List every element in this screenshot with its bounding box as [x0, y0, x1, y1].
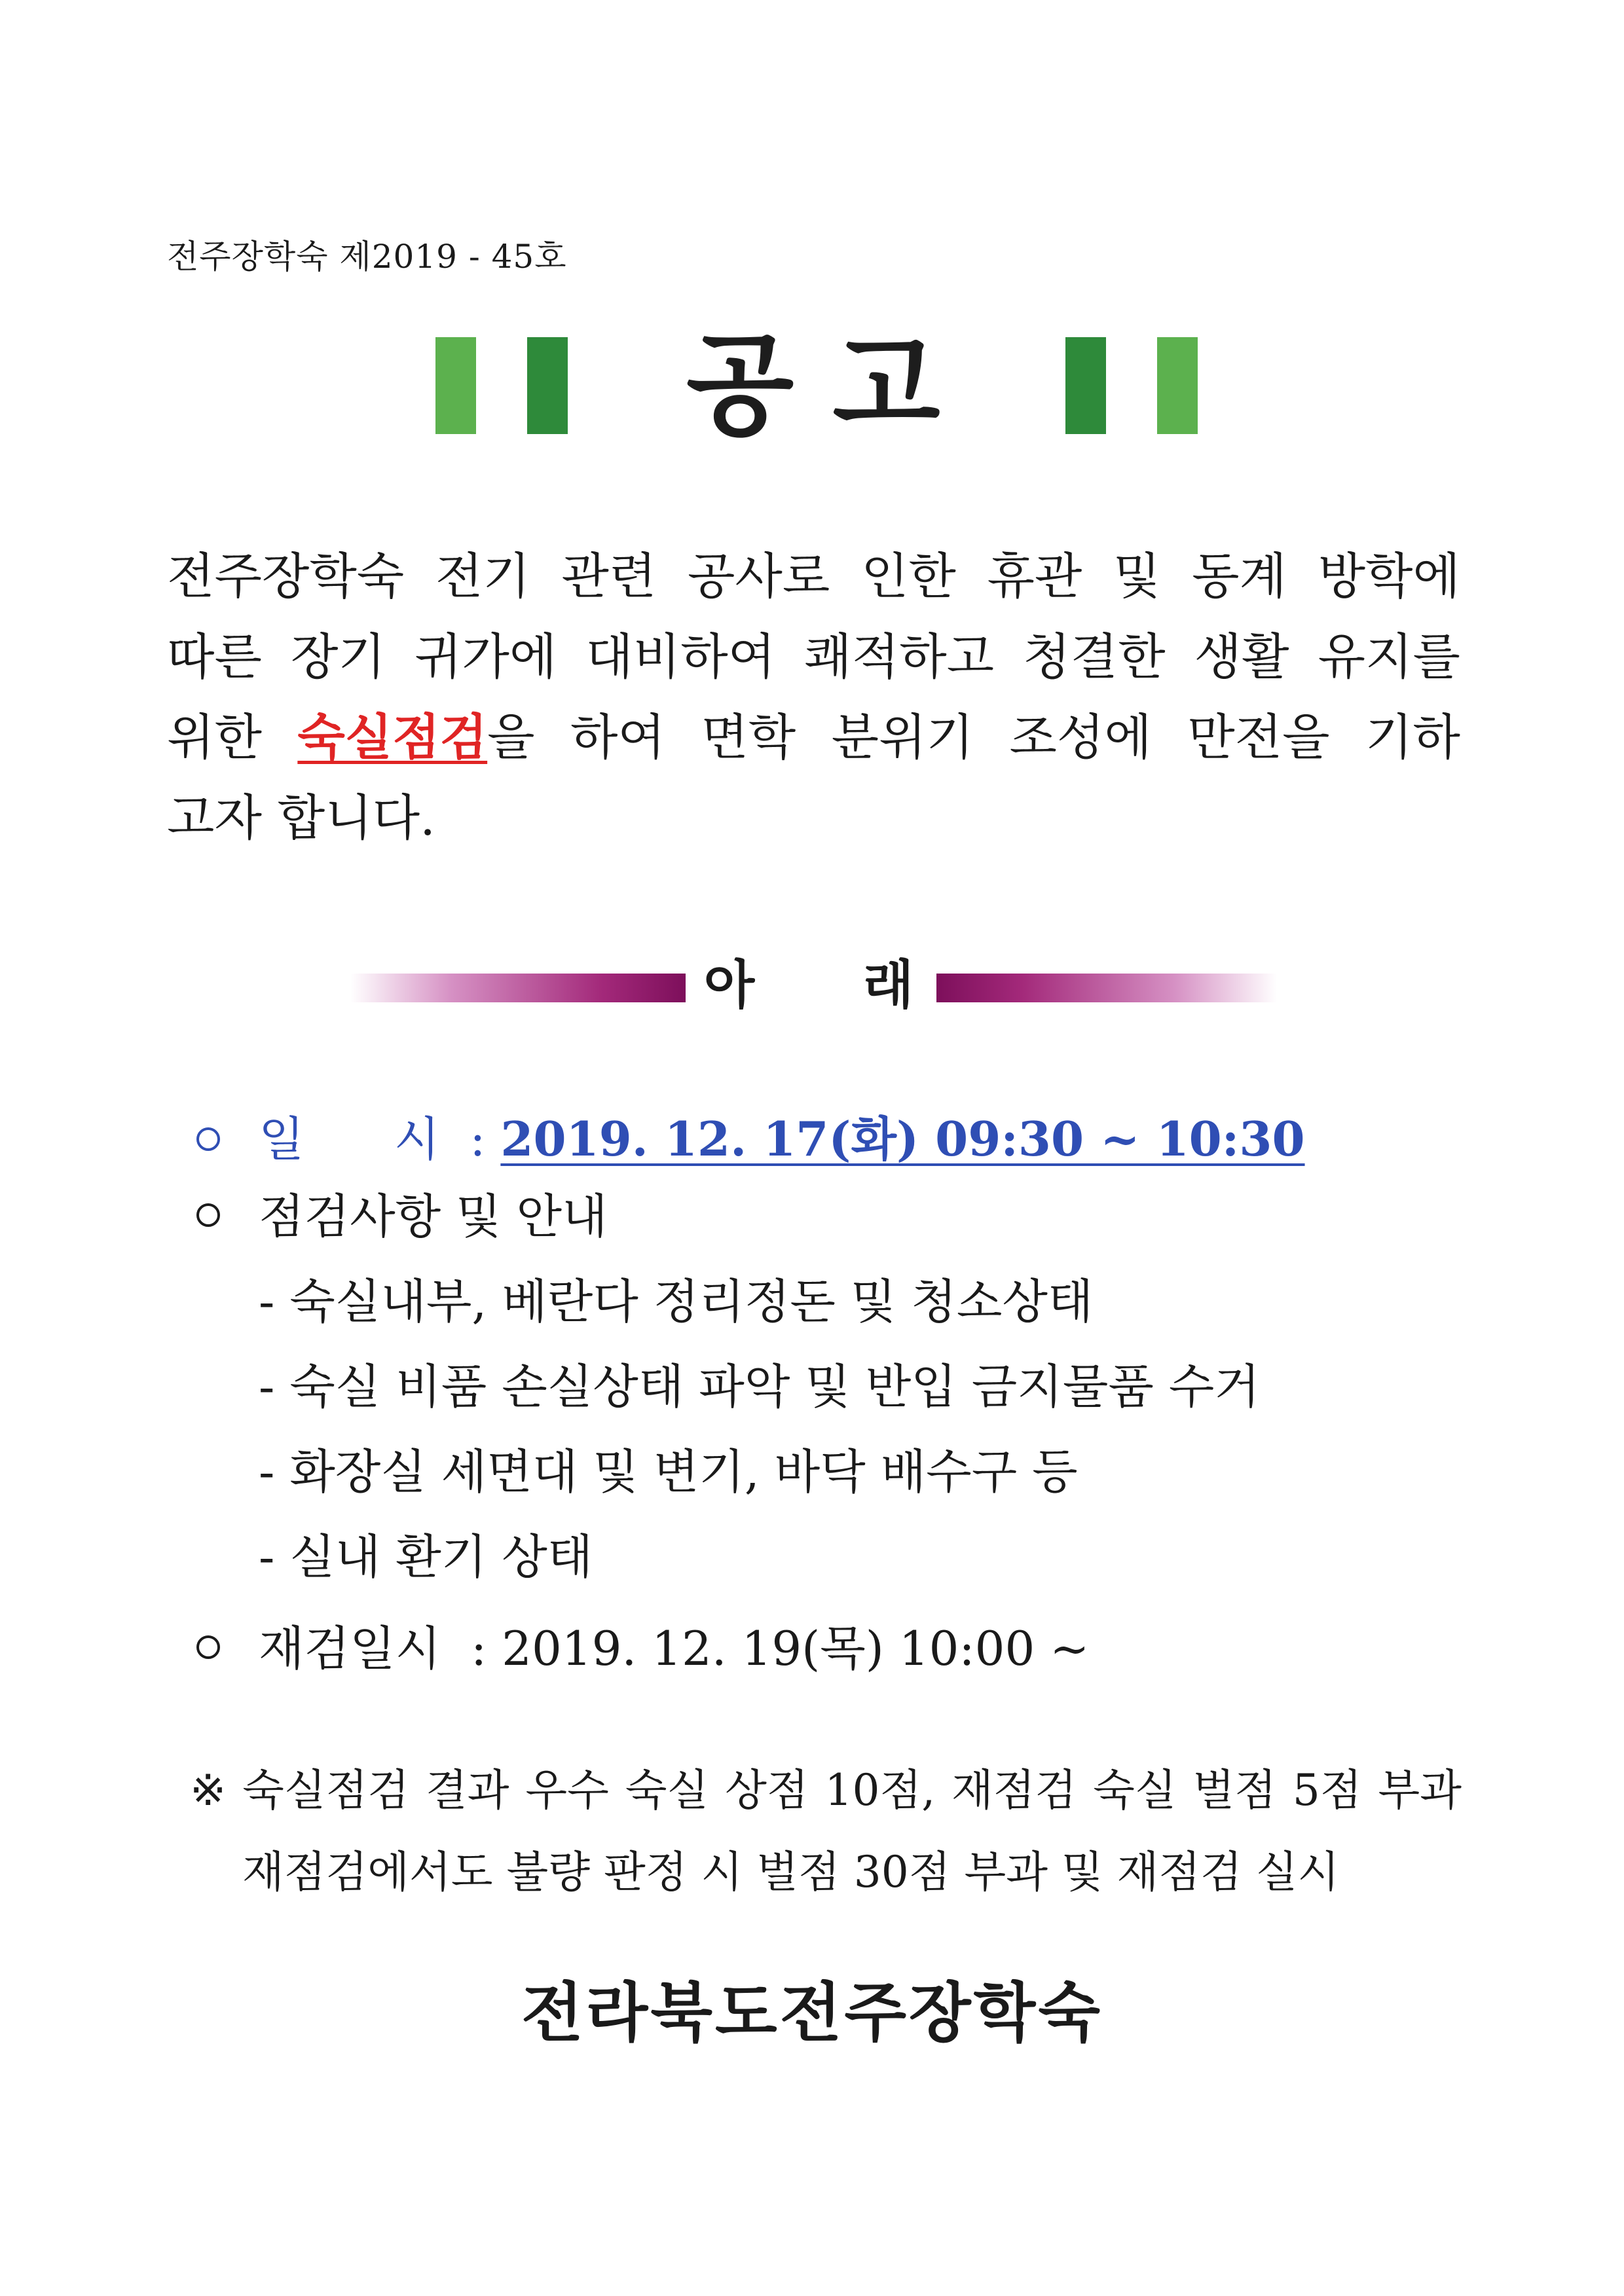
body-word: 위한: [167, 708, 262, 766]
body-word: 기하: [1365, 708, 1460, 766]
inspection-heading: 점검사항 및 안내: [259, 1189, 608, 1244]
section-divider-left: [350, 974, 686, 1002]
note-word: 결과: [426, 1765, 509, 1815]
body-word: 대비하여: [585, 628, 776, 685]
body-word: 및: [1113, 547, 1161, 605]
note-word: 우수: [525, 1765, 609, 1815]
body-word: 휴관: [987, 547, 1082, 605]
schedule-label: 일 시 :: [259, 1112, 486, 1167]
body-line-1: [167, 543, 1460, 609]
title-bar-right-outer: [1157, 337, 1198, 434]
body-word: 쾌적하고: [804, 628, 995, 685]
body-word: 만전을: [1187, 708, 1330, 766]
body-word: 동계: [1192, 547, 1287, 605]
reinspection-value: 2019. 12. 19(목) 10:00 ~: [502, 1621, 1090, 1676]
body-word: 청결한: [1023, 628, 1166, 685]
section-header-right: 래: [863, 955, 914, 1015]
inspection-item: - 숙실 비품 손실상태 파악 및 반입 금지물품 수거: [259, 1359, 1260, 1414]
note-line-2: 재점검에서도 불량 판정 시 벌점 30점 부과 및 재점검 실시: [242, 1847, 1340, 1897]
note-mark: ※: [190, 1765, 227, 1815]
body-word: 조성에: [1009, 708, 1152, 766]
body-word: 면학: [701, 708, 796, 766]
body-word: 귀가에: [414, 628, 557, 685]
schedule-value: 2019. 12. 17(화) 09:30 ~ 10:30: [500, 1111, 1305, 1167]
note-word: 5점: [1292, 1765, 1362, 1815]
issuer-name: 전라북도전주장학숙: [521, 1975, 1103, 2050]
body-line-4: 고자 합니다.: [167, 789, 435, 847]
body-word: 생활: [1194, 628, 1289, 685]
body-word: 하여: [570, 708, 665, 766]
body-word: 전기: [435, 547, 530, 605]
title-bar-left-inner: [527, 337, 568, 434]
highlight-text: 숙실점검: [297, 708, 488, 766]
body-word-highlight-group: [297, 704, 534, 770]
schedule-row: [259, 1106, 1305, 1172]
bullet-circle-icon: [196, 1203, 220, 1227]
note-word: 숙실: [625, 1765, 709, 1815]
body-line-3: [167, 704, 1460, 770]
section-header-left: 아: [704, 955, 755, 1015]
inspection-item: - 숙실내부, 베란다 정리정돈 및 청소상태: [259, 1274, 1094, 1329]
title-bar-left-outer: [435, 337, 476, 434]
body-word: 장기: [290, 628, 386, 685]
page-title: 공 고: [686, 321, 940, 451]
title-bar-right-inner: [1065, 337, 1106, 434]
body-word: 인한: [860, 547, 956, 605]
note-line-1: [190, 1761, 1462, 1820]
note-word: 상점: [725, 1765, 809, 1815]
reinspection-row: [259, 1616, 1089, 1681]
note-word: 재점검: [951, 1765, 1077, 1815]
section-divider-right: [936, 974, 1277, 1002]
note-word: 숙실점검: [242, 1765, 410, 1815]
body-word: 전주장학숙: [167, 547, 405, 605]
body-word: 을: [487, 708, 535, 766]
body-word: 관련: [561, 547, 657, 605]
bullet-circle-icon: [196, 1635, 220, 1659]
body-word: 방학에: [1318, 547, 1460, 605]
inspection-item: - 화장실 세면대 및 변기, 바닥 배수구 등: [259, 1444, 1078, 1499]
reinspection-label: 재검일시 :: [259, 1621, 487, 1676]
note-word: 벌점: [1192, 1765, 1277, 1815]
note-word: 숙실: [1093, 1765, 1177, 1815]
bullet-circle-icon: [196, 1127, 220, 1151]
document-number: 전주장학숙 제2019 - 45호: [167, 238, 567, 276]
note-word: 10점,: [824, 1765, 936, 1815]
body-line-2: [167, 624, 1460, 689]
body-word: 분위기: [831, 708, 974, 766]
inspection-item: - 실내 환기 상태: [259, 1529, 593, 1584]
body-word: 따른: [167, 628, 262, 685]
body-word: 유지를: [1318, 628, 1460, 685]
body-word: 공사로: [687, 547, 830, 605]
note-word: 부과: [1378, 1765, 1462, 1815]
